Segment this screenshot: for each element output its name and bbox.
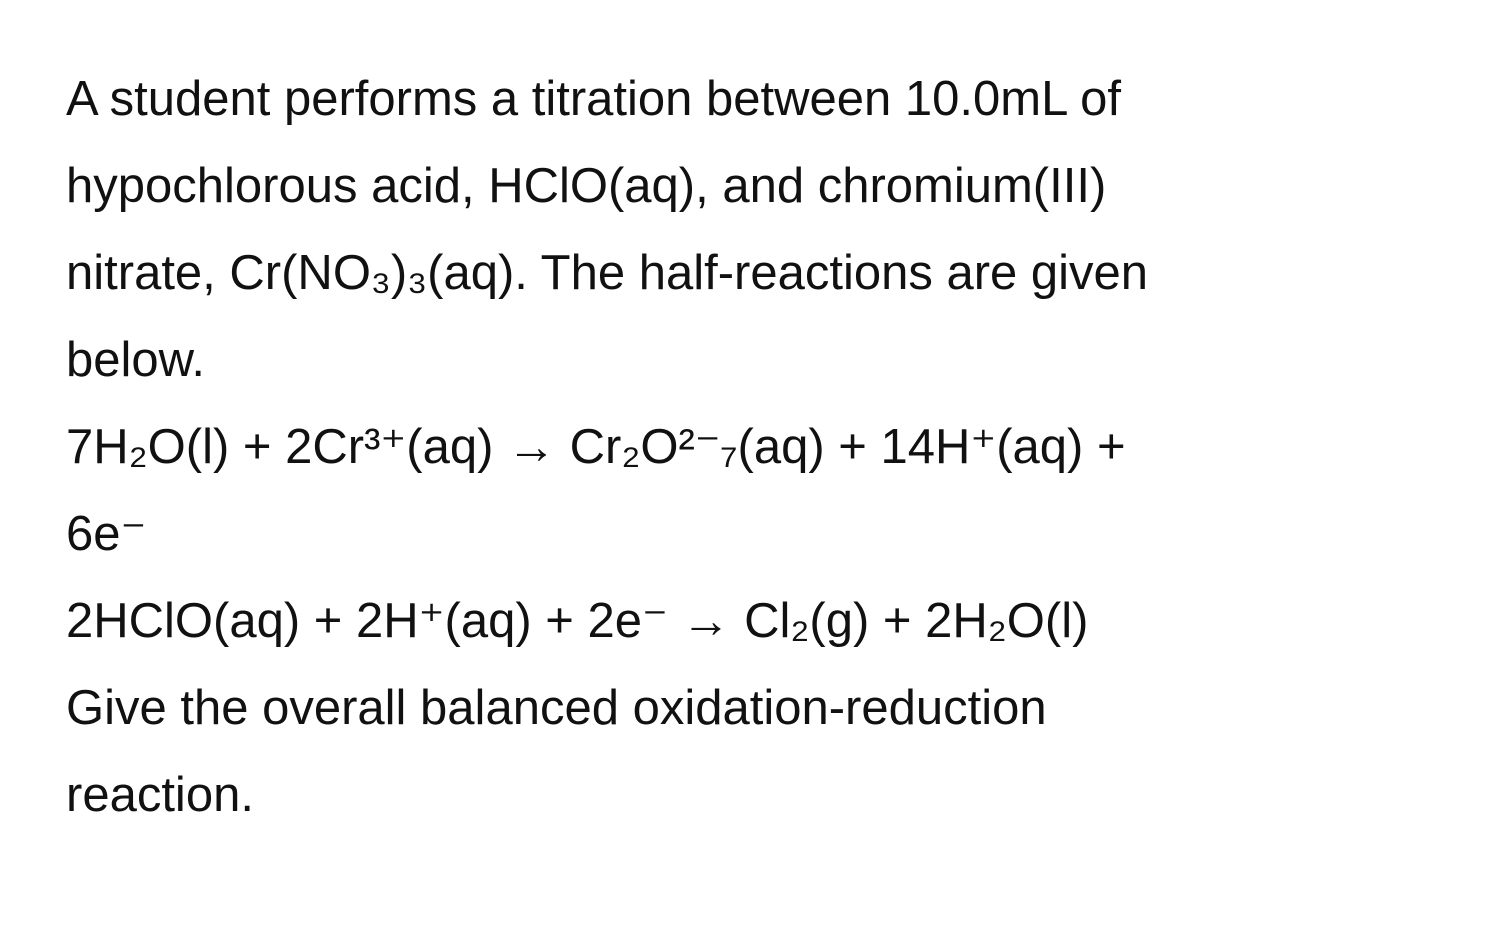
problem-line-2: hypochlorous acid, HClO(aq), and chromium(III) — [66, 159, 1107, 213]
question-line-2: reaction. — [66, 768, 254, 822]
half-reaction-2: 2HClO(aq) + 2H⁺(aq) + 2e⁻ → Cl₂(g) + 2H₂O(l) — [66, 594, 1089, 648]
half-reaction-1-line-1: 7H₂O(l) + 2Cr³⁺(aq) → Cr₂O²⁻₇(aq) + 14H⁺(aq) + — [66, 420, 1126, 474]
problem-line-4: below. — [66, 333, 205, 387]
half-reaction-1-line-2: 6e⁻ — [66, 507, 147, 561]
problem-text — [66, 56, 1446, 839]
problem-line-3: nitrate, Cr(NO₃)₃(aq). The half-reactions are given — [66, 246, 1149, 300]
question-line-1: Give the overall balanced oxidation-reduction — [66, 681, 1047, 735]
problem-line-1: A student performs a titration between 10.0mL of — [66, 72, 1122, 126]
